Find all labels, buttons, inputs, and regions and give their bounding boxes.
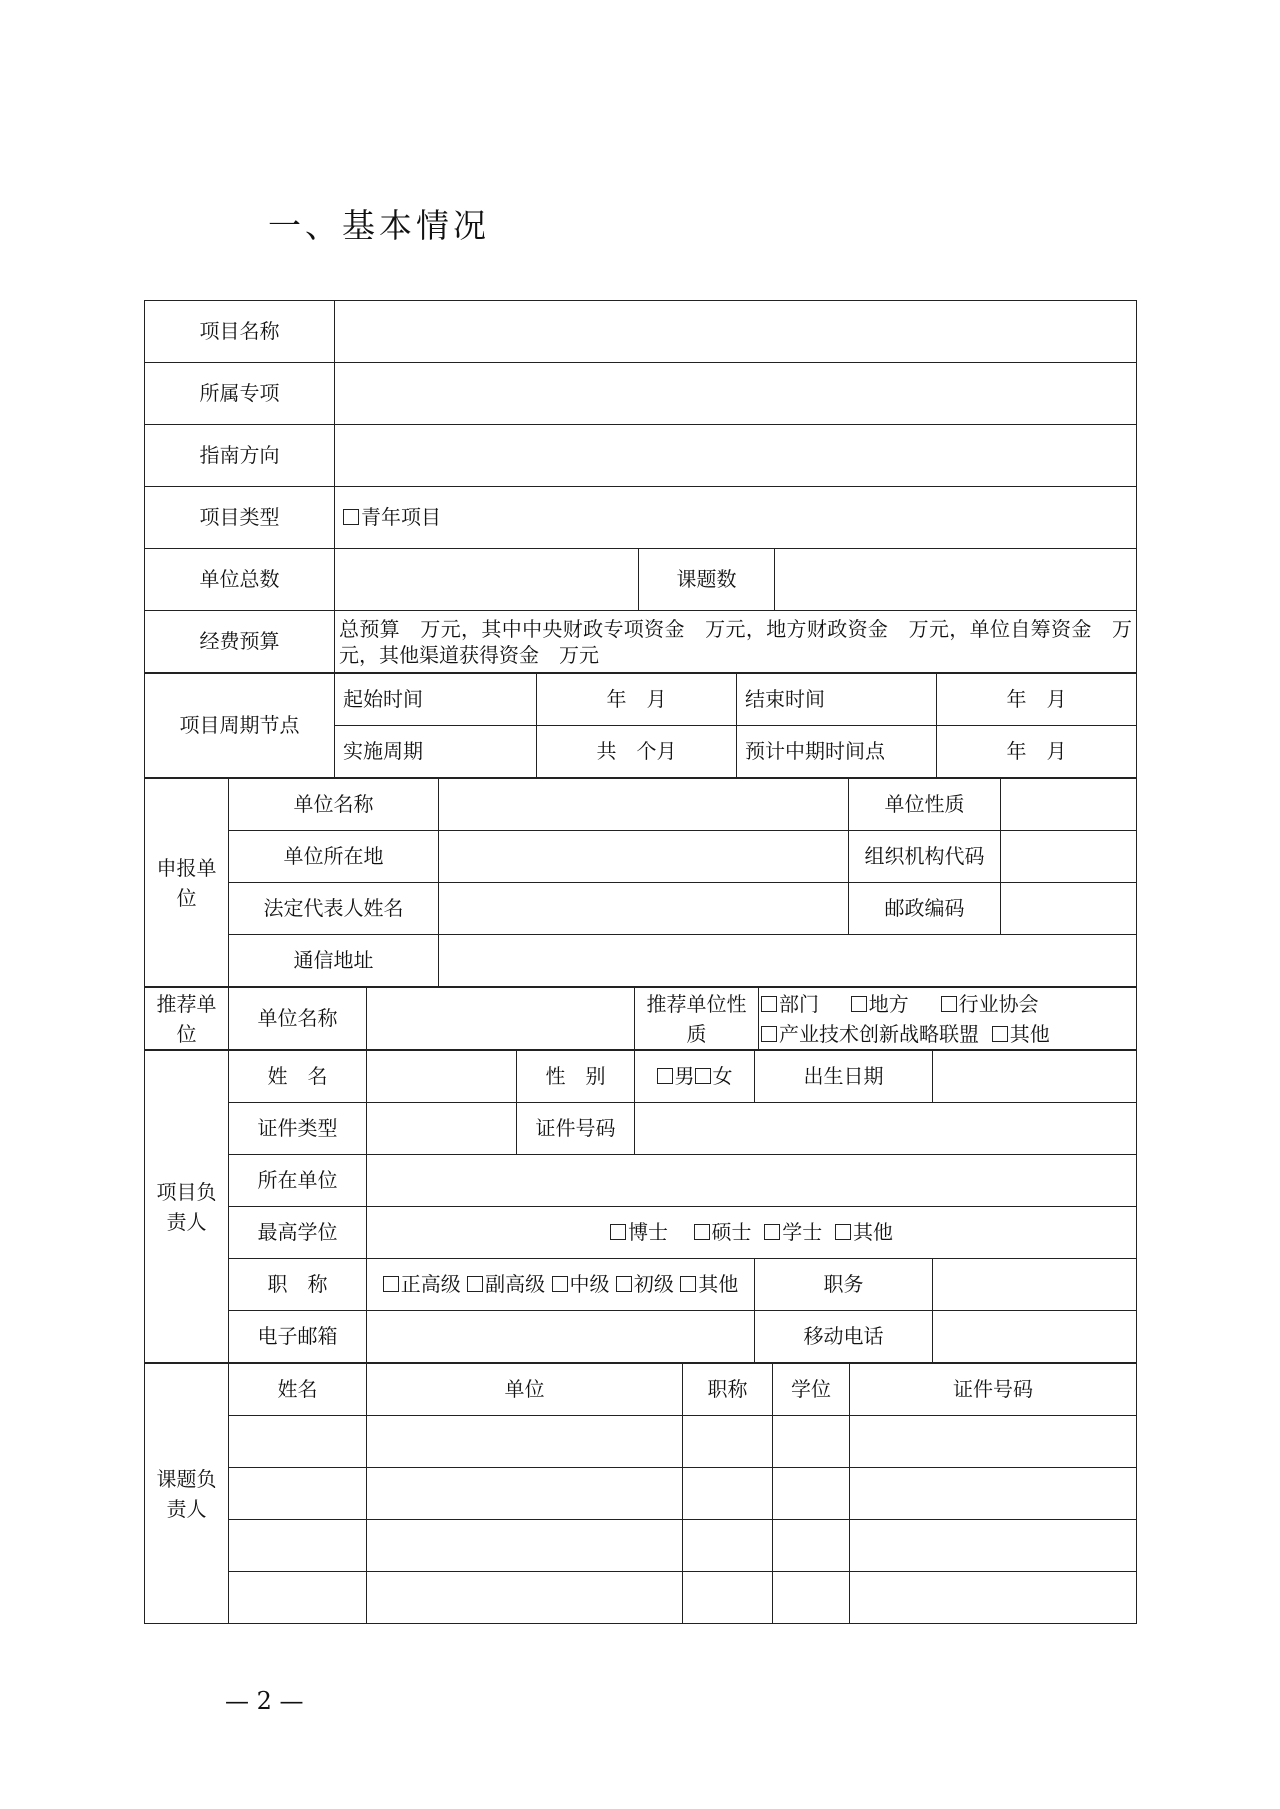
table-cell[interactable]: [773, 1416, 850, 1468]
legal-rep-field[interactable]: [439, 883, 849, 935]
checkbox-icon: [680, 1276, 696, 1292]
degree-label: 最高学位: [229, 1207, 367, 1259]
table-cell[interactable]: [683, 1520, 773, 1572]
type-option-label: 青年项目: [361, 505, 441, 529]
option-label: 其他: [698, 1272, 739, 1296]
topic-count-label: 课题数: [639, 549, 775, 611]
project-type-label: 项目类型: [145, 487, 335, 549]
position-field[interactable]: [933, 1259, 1137, 1311]
column-header: 证件号码: [850, 1364, 1137, 1416]
email-field[interactable]: [367, 1311, 755, 1363]
option-label: 正高级: [400, 1272, 461, 1296]
leader-unit-label: 所在单位: [229, 1155, 367, 1207]
option-label: 男: [674, 1064, 695, 1088]
title-label: 职 称: [229, 1259, 367, 1311]
checkbox-icon: [992, 1026, 1008, 1042]
column-header: 单位: [367, 1364, 683, 1416]
topic-count-field[interactable]: [775, 549, 1137, 611]
table-cell[interactable]: [683, 1468, 773, 1520]
applicant-nature-label: 单位性质: [849, 779, 1001, 831]
recommender-nature-options: [759, 988, 1137, 1050]
gender-label: 性 别: [517, 1051, 635, 1103]
column-header: 姓名: [229, 1364, 367, 1416]
checkbox-icon: [552, 1276, 568, 1292]
table-cell[interactable]: [367, 1416, 683, 1468]
id-type-field[interactable]: [367, 1103, 517, 1155]
table-row: [145, 1416, 1137, 1468]
table-row: [145, 1468, 1137, 1520]
midterm-label: 预计中期时间点: [737, 726, 937, 778]
applicant-location-field[interactable]: [439, 831, 849, 883]
applicant-nature-field[interactable]: [1001, 779, 1137, 831]
org-code-label: 组织机构代码: [849, 831, 1001, 883]
type-option-youth[interactable]: [343, 505, 441, 529]
basic-info-form: [144, 300, 1136, 1624]
degree-other[interactable]: [835, 1220, 893, 1244]
option-innovation-alliance[interactable]: [761, 1022, 979, 1046]
checkbox-icon: [695, 1068, 711, 1084]
start-time-field[interactable]: 年 月: [537, 674, 737, 726]
option-label: 博士: [628, 1220, 669, 1244]
special-field[interactable]: [335, 363, 1137, 425]
section-heading: 一、基本情况: [268, 206, 490, 245]
basic-info-table: [144, 300, 1137, 673]
duration-label: 实施周期: [335, 726, 537, 778]
table-row: [145, 1520, 1137, 1572]
title-vice-senior[interactable]: [467, 1272, 545, 1296]
special-label: 所属专项: [145, 363, 335, 425]
id-number-label: 证件号码: [517, 1103, 635, 1155]
column-header: 学位: [773, 1364, 850, 1416]
address-label: 通信地址: [229, 935, 439, 987]
id-number-field[interactable]: [635, 1103, 1137, 1155]
midterm-field[interactable]: 年 月: [937, 726, 1137, 778]
org-code-field[interactable]: [1001, 831, 1137, 883]
table-cell[interactable]: [850, 1520, 1137, 1572]
checkbox-icon: [467, 1276, 483, 1292]
project-name-field[interactable]: [335, 301, 1137, 363]
project-type-field: [335, 487, 1137, 549]
title-other[interactable]: [680, 1272, 738, 1296]
option-label: 行业协会: [958, 991, 1039, 1016]
applicant-name-field[interactable]: [439, 779, 849, 831]
end-time-label: 结束时间: [737, 674, 937, 726]
table-cell[interactable]: [229, 1468, 367, 1520]
duration-field[interactable]: 共 个月: [537, 726, 737, 778]
table-cell[interactable]: [773, 1572, 850, 1624]
table-cell[interactable]: [367, 1520, 683, 1572]
option-other[interactable]: [992, 1022, 1050, 1046]
unit-count-field[interactable]: [335, 549, 639, 611]
guide-field[interactable]: [335, 425, 1137, 487]
gender-male[interactable]: [657, 1064, 695, 1088]
position-label: 职务: [755, 1259, 933, 1311]
recommender-table: [144, 987, 1137, 1050]
checkbox-icon: [610, 1224, 626, 1240]
checkbox-icon: [694, 1224, 710, 1240]
title-junior[interactable]: [616, 1272, 674, 1296]
unit-count-label: 单位总数: [145, 549, 335, 611]
leader-unit-field[interactable]: [367, 1155, 1137, 1207]
recommender-group-label: 推荐单位: [145, 988, 229, 1050]
applicant-group-label: 申报单位: [145, 779, 229, 987]
leader-name-label: 姓 名: [229, 1051, 367, 1103]
option-label: 地方: [868, 991, 909, 1016]
table-cell[interactable]: [229, 1572, 367, 1624]
checkbox-icon: [764, 1224, 780, 1240]
legal-rep-label: 法定代表人姓名: [229, 883, 439, 935]
option-department[interactable]: [761, 992, 819, 1016]
degree-bachelor[interactable]: [764, 1220, 822, 1244]
option-label: 副高级: [485, 1272, 546, 1296]
checkbox-icon: [835, 1224, 851, 1240]
checkbox-icon: [761, 996, 777, 1012]
topic-leaders-group-label: 课题负责人: [145, 1364, 229, 1624]
table-cell[interactable]: [683, 1416, 773, 1468]
option-label: 产业技术创新战略联盟: [779, 1021, 979, 1046]
period-label: 项目周期节点: [145, 674, 335, 778]
option-label: 中级: [569, 1272, 610, 1296]
table-cell[interactable]: [850, 1416, 1137, 1468]
leader-group-label: 项目负责人: [145, 1051, 229, 1363]
degree-doctor[interactable]: [610, 1220, 668, 1244]
leader-name-field[interactable]: [367, 1051, 517, 1103]
checkbox-icon: [761, 1026, 777, 1042]
birth-date-label: 出生日期: [755, 1051, 933, 1103]
recommender-nature-label: 推荐单位性质: [635, 988, 759, 1050]
option-label: 硕士: [711, 1220, 752, 1244]
postcode-label: 邮政编码: [849, 883, 1001, 935]
checkbox-icon: [851, 996, 867, 1012]
table-cell[interactable]: [850, 1468, 1137, 1520]
applicant-table: [144, 778, 1137, 987]
option-local[interactable]: [851, 992, 909, 1016]
table-cell[interactable]: [229, 1416, 367, 1468]
title-senior[interactable]: [383, 1272, 461, 1296]
applicant-name-label: 单位名称: [229, 779, 439, 831]
degree-master[interactable]: [694, 1220, 752, 1244]
option-label: 初级: [633, 1272, 674, 1296]
table-cell[interactable]: [683, 1572, 773, 1624]
email-label: 电子邮箱: [229, 1311, 367, 1363]
option-label: 部门: [779, 991, 819, 1016]
table-cell[interactable]: [773, 1468, 850, 1520]
table-cell[interactable]: [773, 1520, 850, 1572]
postcode-field[interactable]: [1001, 883, 1137, 935]
option-label: 其他: [852, 1220, 893, 1244]
budget-label: 经费预算: [145, 611, 335, 673]
address-field[interactable]: [439, 935, 1137, 987]
table-cell[interactable]: [229, 1520, 367, 1572]
period-table: [144, 673, 1137, 778]
recommender-name-field[interactable]: [367, 988, 635, 1050]
table-cell[interactable]: [367, 1468, 683, 1520]
degree-options: [367, 1207, 1137, 1259]
end-time-field[interactable]: 年 月: [937, 674, 1137, 726]
title-options: [367, 1259, 755, 1311]
project-name-label: 项目名称: [145, 301, 335, 363]
table-cell[interactable]: [850, 1572, 1137, 1624]
option-label: 其他: [1009, 1021, 1050, 1046]
start-time-label: 起始时间: [335, 674, 537, 726]
checkbox-icon: [383, 1276, 399, 1292]
id-type-label: 证件类型: [229, 1103, 367, 1155]
page-number: — 2 —: [225, 1687, 304, 1715]
column-header: 职称: [683, 1364, 773, 1416]
checkbox-icon: [657, 1068, 673, 1084]
birth-date-field[interactable]: [933, 1051, 1137, 1103]
topic-leaders-table: [144, 1363, 1137, 1624]
table-cell[interactable]: [367, 1572, 683, 1624]
applicant-location-label: 单位所在地: [229, 831, 439, 883]
option-label: 女: [712, 1064, 733, 1088]
recommender-name-label: 单位名称: [229, 988, 367, 1050]
gender-female[interactable]: [695, 1064, 733, 1088]
leader-table: [144, 1050, 1137, 1363]
guide-label: 指南方向: [145, 425, 335, 487]
mobile-field[interactable]: [933, 1311, 1137, 1363]
table-row: [145, 1572, 1137, 1624]
checkbox-icon: [616, 1276, 632, 1292]
mobile-label: 移动电话: [755, 1311, 933, 1363]
option-industry-association[interactable]: [941, 992, 1039, 1016]
title-intermediate[interactable]: [552, 1272, 610, 1296]
option-label: 学士: [782, 1220, 823, 1244]
gender-options: [635, 1051, 755, 1103]
budget-text: 总预算 万元，其中中央财政专项资金 万元，地方财政资金 万元，单位自筹资金 万元，其他渠道获得资金 万元: [335, 611, 1137, 673]
checkbox-icon: [941, 996, 957, 1012]
checkbox-icon: [343, 509, 359, 525]
